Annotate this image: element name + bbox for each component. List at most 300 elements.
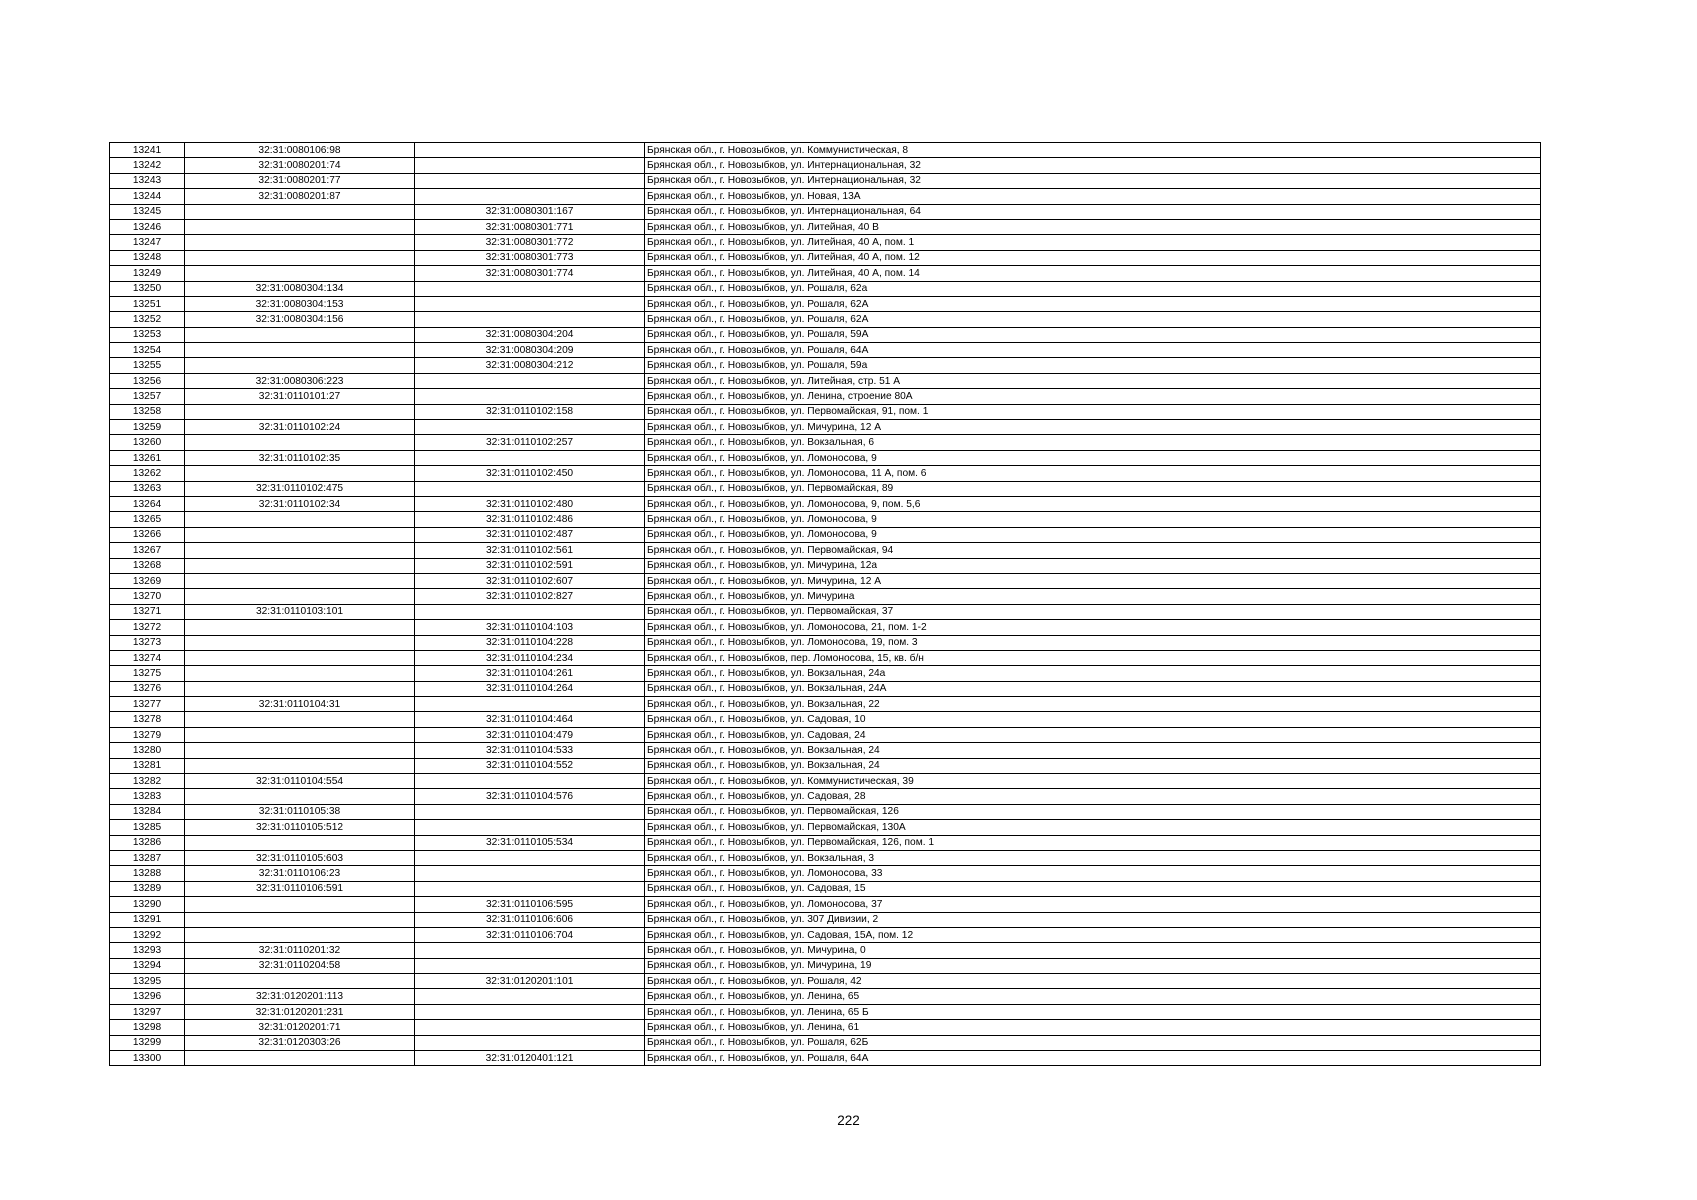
row-number-cell: 13289 bbox=[110, 881, 185, 896]
table-row bbox=[110, 219, 1541, 234]
object-cadastral-number-cell: 32:31:0110102:827 bbox=[415, 589, 645, 604]
object-cadastral-number-cell: 32:31:0110106:606 bbox=[415, 912, 645, 927]
address-cell: Брянская обл., г. Новозыбков, ул. Литейная, 40 А, пом. 14 bbox=[645, 266, 1541, 281]
address-cell: Брянская обл., г. Новозыбков, ул. Ломоносова, 19, пом. 3 bbox=[645, 635, 1541, 650]
table-row bbox=[110, 774, 1541, 789]
row-number-cell: 13254 bbox=[110, 343, 185, 358]
row-number-cell: 13296 bbox=[110, 989, 185, 1004]
table-row bbox=[110, 204, 1541, 219]
row-number-cell: 13287 bbox=[110, 850, 185, 865]
object-cadastral-number-cell: 32:31:0110102:607 bbox=[415, 573, 645, 588]
land-plot-cadastral-number-cell: 32:31:0080201:87 bbox=[185, 189, 415, 204]
land-plot-cadastral-number-cell bbox=[185, 897, 415, 912]
object-cadastral-number-cell bbox=[415, 604, 645, 619]
row-number-cell: 13255 bbox=[110, 358, 185, 373]
table-row bbox=[110, 1020, 1541, 1035]
object-cadastral-number-cell bbox=[415, 774, 645, 789]
row-number-cell: 13268 bbox=[110, 558, 185, 573]
land-plot-cadastral-number-cell bbox=[185, 235, 415, 250]
object-cadastral-number-cell bbox=[415, 281, 645, 296]
object-cadastral-number-cell bbox=[415, 373, 645, 388]
row-number-cell: 13251 bbox=[110, 296, 185, 311]
address-cell: Брянская обл., г. Новозыбков, ул. Вокзальная, 24 bbox=[645, 758, 1541, 773]
table-row bbox=[110, 373, 1541, 388]
table-row bbox=[110, 481, 1541, 496]
table-row bbox=[110, 158, 1541, 173]
address-cell: Брянская обл., г. Новозыбков, ул. Коммунистическая, 39 bbox=[645, 774, 1541, 789]
address-cell: Брянская обл., г. Новозыбков, ул. Ленина, 65 bbox=[645, 989, 1541, 1004]
table-row bbox=[110, 343, 1541, 358]
address-cell: Брянская обл., г. Новозыбков, ул. Садовая, 15А, пом. 12 bbox=[645, 927, 1541, 942]
land-plot-cadastral-number-cell bbox=[185, 404, 415, 419]
address-cell: Брянская обл., г. Новозыбков, ул. Интернациональная, 64 bbox=[645, 204, 1541, 219]
object-cadastral-number-cell bbox=[415, 173, 645, 188]
address-cell: Брянская обл., г. Новозыбков, ул. Ленина, 61 bbox=[645, 1020, 1541, 1035]
object-cadastral-number-cell bbox=[415, 158, 645, 173]
land-plot-cadastral-number-cell bbox=[185, 681, 415, 696]
land-plot-cadastral-number-cell: 32:31:0080306:223 bbox=[185, 373, 415, 388]
row-number-cell: 13278 bbox=[110, 712, 185, 727]
land-plot-cadastral-number-cell: 32:31:0080201:74 bbox=[185, 158, 415, 173]
table-row bbox=[110, 512, 1541, 527]
table-row bbox=[110, 927, 1541, 942]
row-number-cell: 13285 bbox=[110, 820, 185, 835]
row-number-cell: 13249 bbox=[110, 266, 185, 281]
table-row bbox=[110, 943, 1541, 958]
table-row bbox=[110, 912, 1541, 927]
row-number-cell: 13269 bbox=[110, 573, 185, 588]
land-plot-cadastral-number-cell bbox=[185, 543, 415, 558]
address-cell: Брянская обл., г. Новозыбков, ул. Рошаля, 59А bbox=[645, 327, 1541, 342]
row-number-cell: 13253 bbox=[110, 327, 185, 342]
object-cadastral-number-cell: 32:31:0080301:772 bbox=[415, 235, 645, 250]
land-plot-cadastral-number-cell: 32:31:0110102:475 bbox=[185, 481, 415, 496]
land-plot-cadastral-number-cell bbox=[185, 789, 415, 804]
address-cell: Брянская обл., г. Новозыбков, ул. Ломоносова, 9, пом. 5,6 bbox=[645, 496, 1541, 511]
address-cell: Брянская обл., г. Новозыбков, ул. Рошаля, 59а bbox=[645, 358, 1541, 373]
object-cadastral-number-cell: 32:31:0110104:261 bbox=[415, 666, 645, 681]
address-cell: Брянская обл., г. Новозыбков, ул. Первомайская, 91, пом. 1 bbox=[645, 404, 1541, 419]
row-number-cell: 13288 bbox=[110, 866, 185, 881]
row-number-cell: 13263 bbox=[110, 481, 185, 496]
object-cadastral-number-cell: 32:31:0110104:264 bbox=[415, 681, 645, 696]
table-row bbox=[110, 650, 1541, 665]
row-number-cell: 13250 bbox=[110, 281, 185, 296]
object-cadastral-number-cell bbox=[415, 450, 645, 465]
row-number-cell: 13256 bbox=[110, 373, 185, 388]
row-number-cell: 13258 bbox=[110, 404, 185, 419]
land-plot-cadastral-number-cell: 32:31:0080201:77 bbox=[185, 173, 415, 188]
object-cadastral-number-cell: 32:31:0110102:158 bbox=[415, 404, 645, 419]
object-cadastral-number-cell bbox=[415, 143, 645, 158]
address-cell: Брянская обл., г. Новозыбков, ул. Рошаля, 64А bbox=[645, 1051, 1541, 1066]
row-number-cell: 13286 bbox=[110, 835, 185, 850]
table-row bbox=[110, 958, 1541, 973]
address-cell: Брянская обл., г. Новозыбков, ул. Коммунистическая, 8 bbox=[645, 143, 1541, 158]
table-row bbox=[110, 881, 1541, 896]
row-number-cell: 13292 bbox=[110, 927, 185, 942]
land-plot-cadastral-number-cell: 32:31:0110105:512 bbox=[185, 820, 415, 835]
object-cadastral-number-cell bbox=[415, 850, 645, 865]
table-row bbox=[110, 558, 1541, 573]
row-number-cell: 13247 bbox=[110, 235, 185, 250]
address-cell: Брянская обл., г. Новозыбков, ул. Рошаля, 64А bbox=[645, 343, 1541, 358]
object-cadastral-number-cell: 32:31:0080304:204 bbox=[415, 327, 645, 342]
land-plot-cadastral-number-cell bbox=[185, 1051, 415, 1066]
address-cell: Брянская обл., г. Новозыбков, ул. Вокзальная, 24А bbox=[645, 681, 1541, 696]
object-cadastral-number-cell: 32:31:0110102:487 bbox=[415, 527, 645, 542]
row-number-cell: 13297 bbox=[110, 1004, 185, 1019]
object-cadastral-number-cell: 32:31:0080301:773 bbox=[415, 250, 645, 265]
table-row bbox=[110, 758, 1541, 773]
land-plot-cadastral-number-cell: 32:31:0110103:101 bbox=[185, 604, 415, 619]
table-row bbox=[110, 804, 1541, 819]
row-number-cell: 13283 bbox=[110, 789, 185, 804]
table-row bbox=[110, 389, 1541, 404]
object-cadastral-number-cell: 32:31:0110102:480 bbox=[415, 496, 645, 511]
land-plot-cadastral-number-cell: 32:31:0080106:98 bbox=[185, 143, 415, 158]
row-number-cell: 13252 bbox=[110, 312, 185, 327]
table-row bbox=[110, 850, 1541, 865]
land-plot-cadastral-number-cell: 32:31:0080304:156 bbox=[185, 312, 415, 327]
table-row bbox=[110, 327, 1541, 342]
land-plot-cadastral-number-cell: 32:31:0110102:35 bbox=[185, 450, 415, 465]
table-row bbox=[110, 974, 1541, 989]
row-number-cell: 13276 bbox=[110, 681, 185, 696]
address-cell: Брянская обл., г. Новозыбков, ул. Мичурина, 12а bbox=[645, 558, 1541, 573]
land-plot-cadastral-number-cell bbox=[185, 266, 415, 281]
address-cell: Брянская обл., г. Новозыбков, ул. Ломоносова, 11 А, пом. 6 bbox=[645, 466, 1541, 481]
address-cell: Брянская обл., г. Новозыбков, ул. Ломоносова, 9 bbox=[645, 527, 1541, 542]
object-cadastral-number-cell bbox=[415, 312, 645, 327]
address-cell: Брянская обл., г. Новозыбков, ул. Мичурина, 0 bbox=[645, 943, 1541, 958]
object-cadastral-number-cell bbox=[415, 697, 645, 712]
row-number-cell: 13275 bbox=[110, 666, 185, 681]
address-cell: Брянская обл., г. Новозыбков, ул. Первомайская, 37 bbox=[645, 604, 1541, 619]
object-cadastral-number-cell: 32:31:0110104:234 bbox=[415, 650, 645, 665]
table-row bbox=[110, 527, 1541, 542]
object-cadastral-number-cell: 32:31:0110104:228 bbox=[415, 635, 645, 650]
table-row bbox=[110, 1035, 1541, 1050]
address-cell: Брянская обл., г. Новозыбков, ул. Первомайская, 130А bbox=[645, 820, 1541, 835]
object-cadastral-number-cell: 32:31:0080301:774 bbox=[415, 266, 645, 281]
land-plot-cadastral-number-cell: 32:31:0120303:26 bbox=[185, 1035, 415, 1050]
address-cell: Брянская обл., г. Новозыбков, ул. Вокзальная, 22 bbox=[645, 697, 1541, 712]
address-cell: Брянская обл., г. Новозыбков, ул. Первомайская, 126 bbox=[645, 804, 1541, 819]
address-cell: Брянская обл., г. Новозыбков, ул. Мичурина, 12 А bbox=[645, 573, 1541, 588]
row-number-cell: 13244 bbox=[110, 189, 185, 204]
address-cell: Брянская обл., г. Новозыбков, ул. Новая, 13А bbox=[645, 189, 1541, 204]
address-cell: Брянская обл., г. Новозыбков, ул. Интернациональная, 32 bbox=[645, 158, 1541, 173]
land-plot-cadastral-number-cell: 32:31:0110102:24 bbox=[185, 420, 415, 435]
object-cadastral-number-cell: 32:31:0110104:479 bbox=[415, 727, 645, 742]
object-cadastral-number-cell bbox=[415, 989, 645, 1004]
table-row bbox=[110, 266, 1541, 281]
table-row bbox=[110, 835, 1541, 850]
table-row bbox=[110, 789, 1541, 804]
table-row bbox=[110, 697, 1541, 712]
address-cell: Брянская обл., г. Новозыбков, ул. Ленина, 65 Б bbox=[645, 1004, 1541, 1019]
land-plot-cadastral-number-cell: 32:31:0110104:31 bbox=[185, 697, 415, 712]
address-cell: Брянская обл., г. Новозыбков, ул. Первомайская, 126, пом. 1 bbox=[645, 835, 1541, 850]
row-number-cell: 13264 bbox=[110, 496, 185, 511]
land-plot-cadastral-number-cell: 32:31:0110105:38 bbox=[185, 804, 415, 819]
object-cadastral-number-cell bbox=[415, 804, 645, 819]
address-cell: Брянская обл., г. Новозыбков, ул. Рошаля, 42 bbox=[645, 974, 1541, 989]
land-plot-cadastral-number-cell bbox=[185, 743, 415, 758]
land-plot-cadastral-number-cell bbox=[185, 927, 415, 942]
land-plot-cadastral-number-cell bbox=[185, 250, 415, 265]
land-plot-cadastral-number-cell: 32:31:0120201:113 bbox=[185, 989, 415, 1004]
object-cadastral-number-cell: 32:31:0110106:595 bbox=[415, 897, 645, 912]
row-number-cell: 13241 bbox=[110, 143, 185, 158]
land-plot-cadastral-number-cell: 32:31:0120201:231 bbox=[185, 1004, 415, 1019]
row-number-cell: 13281 bbox=[110, 758, 185, 773]
object-cadastral-number-cell: 32:31:0110102:561 bbox=[415, 543, 645, 558]
row-number-cell: 13261 bbox=[110, 450, 185, 465]
address-cell: Брянская обл., г. Новозыбков, ул. Ломоносова, 37 bbox=[645, 897, 1541, 912]
object-cadastral-number-cell bbox=[415, 481, 645, 496]
land-plot-cadastral-number-cell bbox=[185, 650, 415, 665]
land-plot-cadastral-number-cell: 32:31:0110106:591 bbox=[185, 881, 415, 896]
land-plot-cadastral-number-cell bbox=[185, 512, 415, 527]
land-plot-cadastral-number-cell bbox=[185, 204, 415, 219]
object-cadastral-number-cell: 32:31:0110102:257 bbox=[415, 435, 645, 450]
land-plot-cadastral-number-cell bbox=[185, 835, 415, 850]
land-plot-cadastral-number-cell: 32:31:0110204:58 bbox=[185, 958, 415, 973]
table-row bbox=[110, 143, 1541, 158]
land-plot-cadastral-number-cell bbox=[185, 358, 415, 373]
land-plot-cadastral-number-cell: 32:31:0110201:32 bbox=[185, 943, 415, 958]
row-number-cell: 13257 bbox=[110, 389, 185, 404]
row-number-cell: 13294 bbox=[110, 958, 185, 973]
address-cell: Брянская обл., г. Новозыбков, ул. Садовая, 24 bbox=[645, 727, 1541, 742]
row-number-cell: 13274 bbox=[110, 650, 185, 665]
object-cadastral-number-cell: 32:31:0110104:533 bbox=[415, 743, 645, 758]
object-cadastral-number-cell bbox=[415, 1035, 645, 1050]
row-number-cell: 13277 bbox=[110, 697, 185, 712]
address-cell: Брянская обл., г. Новозыбков, ул. Интернациональная, 32 bbox=[645, 173, 1541, 188]
table-row bbox=[110, 743, 1541, 758]
object-cadastral-number-cell bbox=[415, 881, 645, 896]
table-row bbox=[110, 589, 1541, 604]
table-row bbox=[110, 635, 1541, 650]
object-cadastral-number-cell: 32:31:0110104:464 bbox=[415, 712, 645, 727]
land-plot-cadastral-number-cell bbox=[185, 974, 415, 989]
address-cell: Брянская обл., г. Новозыбков, ул. Мичурина, 19 bbox=[645, 958, 1541, 973]
land-plot-cadastral-number-cell bbox=[185, 573, 415, 588]
land-plot-cadastral-number-cell bbox=[185, 435, 415, 450]
object-cadastral-number-cell: 32:31:0110102:591 bbox=[415, 558, 645, 573]
address-cell: Брянская обл., г. Новозыбков, ул. Литейная, 40 А, пом. 12 bbox=[645, 250, 1541, 265]
row-number-cell: 13300 bbox=[110, 1051, 185, 1066]
row-number-cell: 13291 bbox=[110, 912, 185, 927]
row-number-cell: 13270 bbox=[110, 589, 185, 604]
row-number-cell: 13298 bbox=[110, 1020, 185, 1035]
object-cadastral-number-cell: 32:31:0080301:771 bbox=[415, 219, 645, 234]
land-plot-cadastral-number-cell: 32:31:0110102:34 bbox=[185, 496, 415, 511]
table-row bbox=[110, 173, 1541, 188]
address-cell: Брянская обл., г. Новозыбков, ул. Литейная, 40 В bbox=[645, 219, 1541, 234]
row-number-cell: 13284 bbox=[110, 804, 185, 819]
address-cell: Брянская обл., г. Новозыбков, пер. Ломоносова, 15, кв. б/н bbox=[645, 650, 1541, 665]
address-cell: Брянская обл., г. Новозыбков, ул. Первомайская, 89 bbox=[645, 481, 1541, 496]
table-row bbox=[110, 681, 1541, 696]
address-cell: Брянская обл., г. Новозыбков, ул. Мичурина bbox=[645, 589, 1541, 604]
table-row bbox=[110, 866, 1541, 881]
row-number-cell: 13279 bbox=[110, 727, 185, 742]
object-cadastral-number-cell: 32:31:0110104:552 bbox=[415, 758, 645, 773]
row-number-cell: 13265 bbox=[110, 512, 185, 527]
land-plot-cadastral-number-cell bbox=[185, 666, 415, 681]
address-cell: Брянская обл., г. Новозыбков, ул. Ломоносова, 9 bbox=[645, 450, 1541, 465]
address-cell: Брянская обл., г. Новозыбков, ул. Вокзальная, 24 bbox=[645, 743, 1541, 758]
address-cell: Брянская обл., г. Новозыбков, ул. Рошаля, 62а bbox=[645, 281, 1541, 296]
table-row bbox=[110, 604, 1541, 619]
table-row bbox=[110, 989, 1541, 1004]
address-cell: Брянская обл., г. Новозыбков, ул. Ленина, строение 80А bbox=[645, 389, 1541, 404]
land-plot-cadastral-number-cell: 32:31:0110105:603 bbox=[185, 850, 415, 865]
land-plot-cadastral-number-cell bbox=[185, 558, 415, 573]
table-row bbox=[110, 435, 1541, 450]
address-cell: Брянская обл., г. Новозыбков, ул. 307 Дивизии, 2 bbox=[645, 912, 1541, 927]
row-number-cell: 13246 bbox=[110, 219, 185, 234]
land-plot-cadastral-number-cell bbox=[185, 712, 415, 727]
land-plot-cadastral-number-cell: 32:31:0120201:71 bbox=[185, 1020, 415, 1035]
table-row bbox=[110, 358, 1541, 373]
table-row bbox=[110, 727, 1541, 742]
land-plot-cadastral-number-cell bbox=[185, 589, 415, 604]
object-cadastral-number-cell: 32:31:0120201:101 bbox=[415, 974, 645, 989]
address-cell: Брянская обл., г. Новозыбков, ул. Мичурина, 12 А bbox=[645, 420, 1541, 435]
land-plot-cadastral-number-cell bbox=[185, 912, 415, 927]
object-cadastral-number-cell bbox=[415, 420, 645, 435]
table-row bbox=[110, 1004, 1541, 1019]
table-row bbox=[110, 312, 1541, 327]
row-number-cell: 13248 bbox=[110, 250, 185, 265]
row-number-cell: 13290 bbox=[110, 897, 185, 912]
row-number-cell: 13273 bbox=[110, 635, 185, 650]
table-row bbox=[110, 666, 1541, 681]
address-cell: Брянская обл., г. Новозыбков, ул. Садовая, 15 bbox=[645, 881, 1541, 896]
address-cell: Брянская обл., г. Новозыбков, ул. Садовая, 28 bbox=[645, 789, 1541, 804]
table-row bbox=[110, 897, 1541, 912]
object-cadastral-number-cell: 32:31:0120401:121 bbox=[415, 1051, 645, 1066]
address-cell: Брянская обл., г. Новозыбков, ул. Вокзальная, 24а bbox=[645, 666, 1541, 681]
address-cell: Брянская обл., г. Новозыбков, ул. Литейная, стр. 51 А bbox=[645, 373, 1541, 388]
row-number-cell: 13262 bbox=[110, 466, 185, 481]
address-cell: Брянская обл., г. Новозыбков, ул. Рошаля, 62Б bbox=[645, 1035, 1541, 1050]
table-row bbox=[110, 496, 1541, 511]
row-number-cell: 13272 bbox=[110, 620, 185, 635]
object-cadastral-number-cell bbox=[415, 189, 645, 204]
object-cadastral-number-cell bbox=[415, 1020, 645, 1035]
object-cadastral-number-cell bbox=[415, 820, 645, 835]
table-row bbox=[110, 620, 1541, 635]
table-row bbox=[110, 235, 1541, 250]
address-cell: Брянская обл., г. Новозыбков, ул. Ломоносова, 33 bbox=[645, 866, 1541, 881]
land-plot-cadastral-number-cell bbox=[185, 327, 415, 342]
object-cadastral-number-cell bbox=[415, 943, 645, 958]
row-number-cell: 13293 bbox=[110, 943, 185, 958]
address-cell: Брянская обл., г. Новозыбков, ул. Рошаля, 62А bbox=[645, 296, 1541, 311]
land-plot-cadastral-number-cell bbox=[185, 219, 415, 234]
row-number-cell: 13271 bbox=[110, 604, 185, 619]
land-plot-cadastral-number-cell bbox=[185, 527, 415, 542]
land-plot-cadastral-number-cell bbox=[185, 343, 415, 358]
table-row bbox=[110, 573, 1541, 588]
object-cadastral-number-cell bbox=[415, 1004, 645, 1019]
address-cell: Брянская обл., г. Новозыбков, ул. Литейная, 40 А, пом. 1 bbox=[645, 235, 1541, 250]
object-cadastral-number-cell: 32:31:0110102:486 bbox=[415, 512, 645, 527]
land-plot-cadastral-number-cell: 32:31:0110106:23 bbox=[185, 866, 415, 881]
address-cell: Брянская обл., г. Новозыбков, ул. Рошаля, 62А bbox=[645, 312, 1541, 327]
table-row bbox=[110, 404, 1541, 419]
address-cell: Брянская обл., г. Новозыбков, ул. Ломоносова, 21, пом. 1-2 bbox=[645, 620, 1541, 635]
row-number-cell: 13267 bbox=[110, 543, 185, 558]
row-number-cell: 13242 bbox=[110, 158, 185, 173]
property-register-body bbox=[110, 143, 1541, 1066]
land-plot-cadastral-number-cell bbox=[185, 727, 415, 742]
table-row bbox=[110, 1051, 1541, 1066]
object-cadastral-number-cell bbox=[415, 389, 645, 404]
object-cadastral-number-cell: 32:31:0110102:450 bbox=[415, 466, 645, 481]
object-cadastral-number-cell: 32:31:0110105:534 bbox=[415, 835, 645, 850]
row-number-cell: 13260 bbox=[110, 435, 185, 450]
page-number: 222 bbox=[837, 1113, 860, 1128]
object-cadastral-number-cell: 32:31:0110104:576 bbox=[415, 789, 645, 804]
table-row bbox=[110, 281, 1541, 296]
table-row bbox=[110, 189, 1541, 204]
object-cadastral-number-cell: 32:31:0080304:212 bbox=[415, 358, 645, 373]
land-plot-cadastral-number-cell bbox=[185, 466, 415, 481]
table-row bbox=[110, 543, 1541, 558]
table-row bbox=[110, 450, 1541, 465]
row-number-cell: 13280 bbox=[110, 743, 185, 758]
land-plot-cadastral-number-cell: 32:31:0110101:27 bbox=[185, 389, 415, 404]
row-number-cell: 13243 bbox=[110, 173, 185, 188]
object-cadastral-number-cell: 32:31:0110104:103 bbox=[415, 620, 645, 635]
object-cadastral-number-cell: 32:31:0110106:704 bbox=[415, 927, 645, 942]
row-number-cell: 13295 bbox=[110, 974, 185, 989]
table-row bbox=[110, 466, 1541, 481]
row-number-cell: 13266 bbox=[110, 527, 185, 542]
land-plot-cadastral-number-cell bbox=[185, 635, 415, 650]
row-number-cell: 13245 bbox=[110, 204, 185, 219]
address-cell: Брянская обл., г. Новозыбков, ул. Садовая, 10 bbox=[645, 712, 1541, 727]
table-row bbox=[110, 820, 1541, 835]
table-row bbox=[110, 250, 1541, 265]
row-number-cell: 13259 bbox=[110, 420, 185, 435]
object-cadastral-number-cell bbox=[415, 958, 645, 973]
address-cell: Брянская обл., г. Новозыбков, ул. Первомайская, 94 bbox=[645, 543, 1541, 558]
row-number-cell: 13299 bbox=[110, 1035, 185, 1050]
object-cadastral-number-cell bbox=[415, 296, 645, 311]
table-row bbox=[110, 420, 1541, 435]
address-cell: Брянская обл., г. Новозыбков, ул. Ломоносова, 9 bbox=[645, 512, 1541, 527]
object-cadastral-number-cell bbox=[415, 866, 645, 881]
address-cell: Брянская обл., г. Новозыбков, ул. Вокзальная, 6 bbox=[645, 435, 1541, 450]
address-cell: Брянская обл., г. Новозыбков, ул. Вокзальная, 3 bbox=[645, 850, 1541, 865]
land-plot-cadastral-number-cell: 32:31:0080304:134 bbox=[185, 281, 415, 296]
land-plot-cadastral-number-cell: 32:31:0110104:554 bbox=[185, 774, 415, 789]
object-cadastral-number-cell: 32:31:0080301:167 bbox=[415, 204, 645, 219]
land-plot-cadastral-number-cell bbox=[185, 620, 415, 635]
row-number-cell: 13282 bbox=[110, 774, 185, 789]
table-row bbox=[110, 296, 1541, 311]
object-cadastral-number-cell: 32:31:0080304:209 bbox=[415, 343, 645, 358]
land-plot-cadastral-number-cell: 32:31:0080304:153 bbox=[185, 296, 415, 311]
